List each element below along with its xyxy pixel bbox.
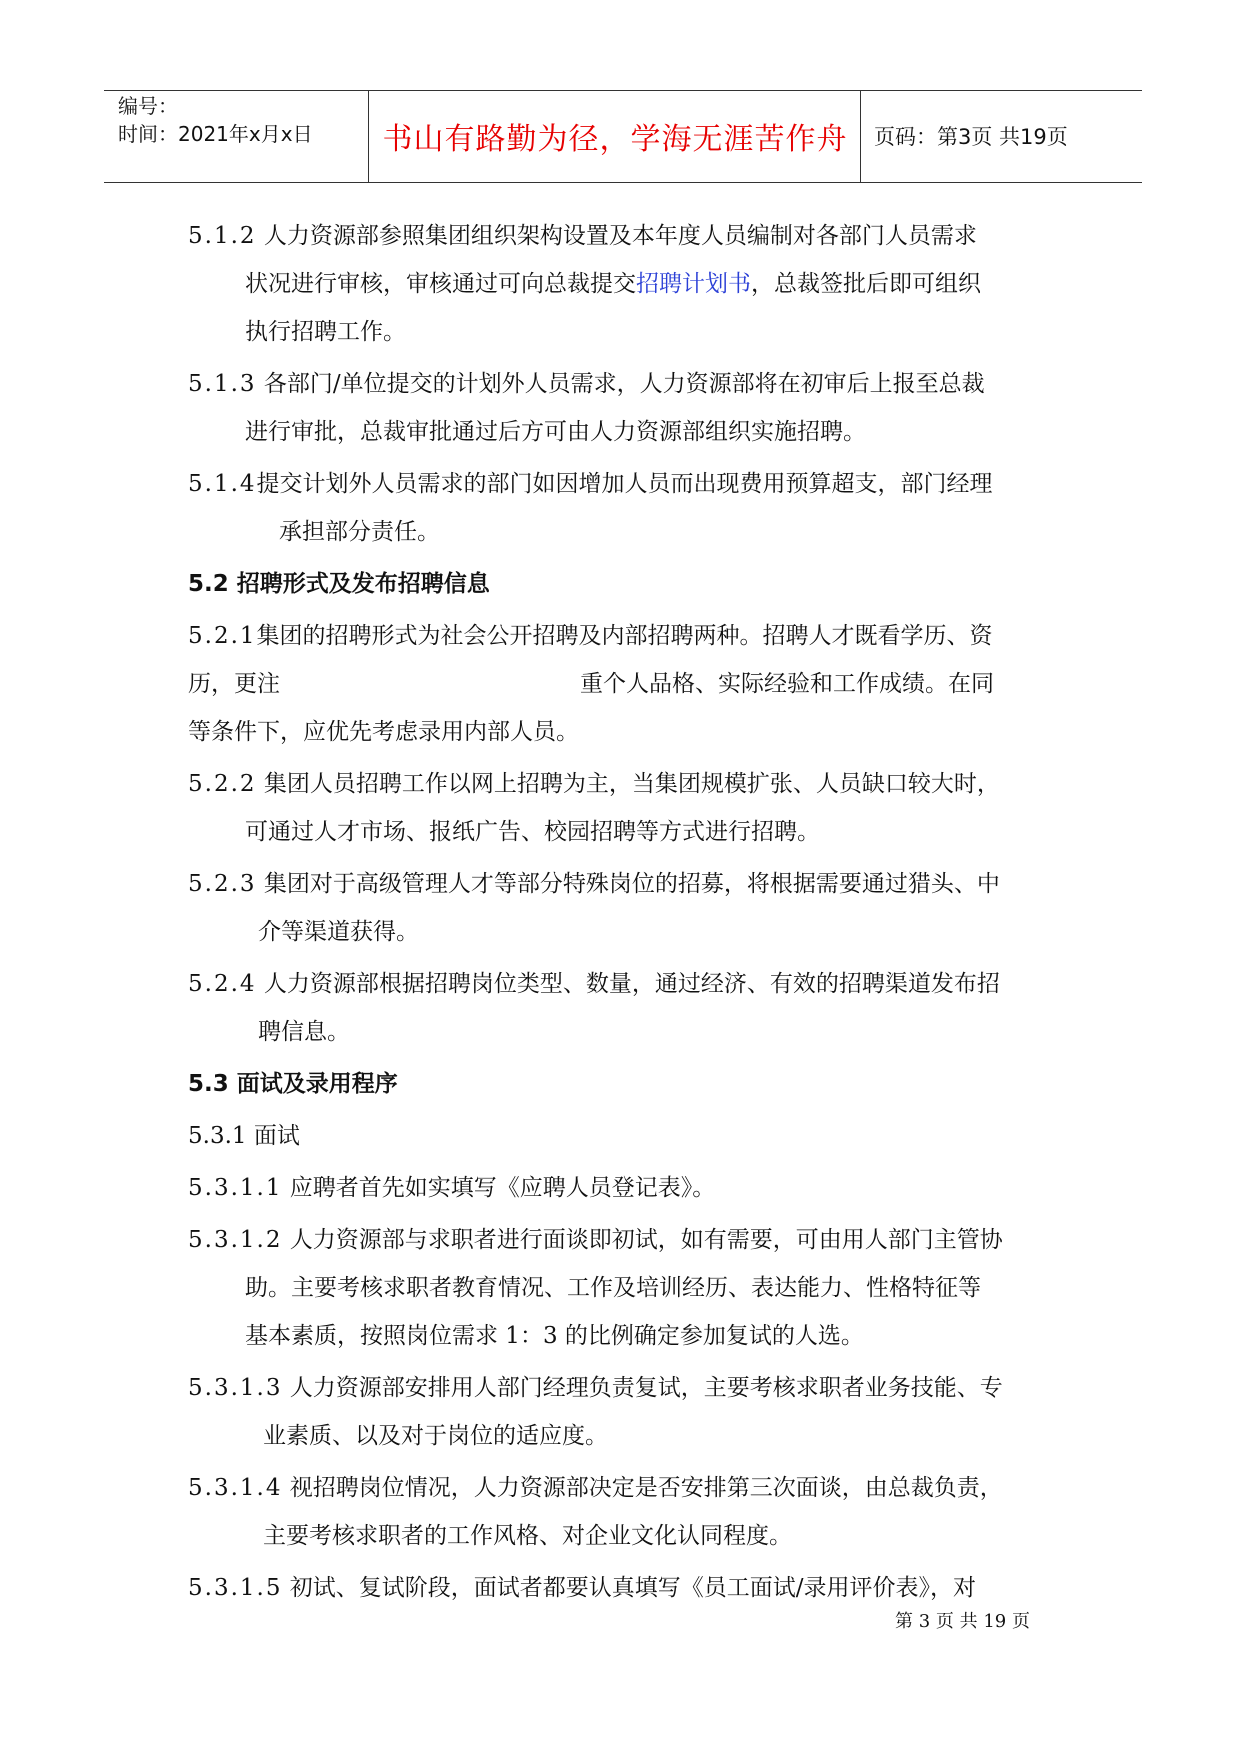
clause-number: 5.1.4 bbox=[188, 471, 257, 497]
paragraph-text: ，总裁签批后即可组织 bbox=[751, 271, 981, 297]
header-divider-right bbox=[860, 90, 861, 182]
number-label: 编号： bbox=[118, 94, 178, 118]
paragraph-text: 人力资源部安排用人部门经理负责复试，主要考核求职者业务技能、专 bbox=[289, 1375, 1003, 1401]
paragraph-text: 应聘者首先如实填写《应聘人员登记表》。 bbox=[289, 1175, 716, 1201]
paragraph-5-2-2 bbox=[188, 760, 1058, 856]
paragraph-text: 提交计划外人员需求的部门如因增加人员而出现费用预算超支，部门经理 bbox=[256, 471, 993, 497]
paragraph-text: 人力资源部根据招聘岗位类型、数量，通过经济、有效的招聘渠道发布招 bbox=[263, 971, 1000, 997]
document-header bbox=[104, 90, 1142, 182]
recruitment-plan-link[interactable]: 招聘计划书 bbox=[636, 271, 751, 297]
document-body bbox=[188, 212, 1058, 1616]
clause-number: 5.1.3 bbox=[188, 371, 257, 397]
paragraph-text: 等条件下，应优先考虑录用内部人员。 bbox=[188, 719, 579, 745]
paragraph-text: 主要考核求职者的工作风格、对企业文化认同程度。 bbox=[263, 1523, 792, 1549]
paragraph-5-2-4 bbox=[188, 960, 1058, 1056]
page-footer: 第 3 页 共 19 页 bbox=[895, 1611, 1030, 1632]
paragraph-text: 承担部分责任。 bbox=[279, 519, 440, 545]
clause-number: 5.1.2 bbox=[188, 223, 257, 249]
paragraph-5-3-1-5 bbox=[188, 1564, 1058, 1612]
paragraph-5-2-3 bbox=[188, 860, 1058, 956]
paragraph-5-1-2 bbox=[188, 212, 1058, 356]
paragraph-text: 聘信息。 bbox=[258, 1019, 350, 1045]
paragraph-5-3-1-1 bbox=[188, 1164, 1058, 1212]
clause-number: 5.2.2 bbox=[188, 771, 257, 797]
time-label: 时间：2021年x月x日 bbox=[118, 122, 313, 146]
paragraph-text: 可通过人才市场、报纸广告、校园招聘等方式进行招聘。 bbox=[245, 819, 820, 845]
clause-number: 5.3.1.2 bbox=[188, 1227, 283, 1253]
paragraph-text: 状况进行审核，审核通过可向总裁提交 bbox=[245, 271, 636, 297]
header-divider-left bbox=[368, 90, 369, 182]
paragraph-text: 集团对于高级管理人才等部分特殊岗位的招募，将根据需要通过猎头、中 bbox=[263, 871, 1000, 897]
paragraph-text: 历，更注 bbox=[188, 671, 280, 697]
header-motto: 书山有路勤为径，学海无涯苦作舟 bbox=[382, 122, 848, 157]
paragraph-text: 集团人员招聘工作以网上招聘为主，当集团规模扩张、人员缺口较大时， bbox=[263, 771, 1000, 797]
paragraph-text: 各部门/单位提交的计划外人员需求，人力资源部将在初审后上报至总裁 bbox=[263, 371, 985, 397]
clause-number: 5.3.1.1 bbox=[188, 1175, 283, 1201]
header-page-info: 页码：第3页 共19页 bbox=[874, 125, 1068, 149]
paragraph-text: 基本素质，按照岗位需求 1：3 的比例确定参加复试的人选。 bbox=[245, 1323, 864, 1349]
paragraph-text: 集团的招聘形式为社会公开招聘及内部招聘两种。招聘人才既看学历、资 bbox=[256, 623, 993, 649]
paragraph-text: 介等渠道获得。 bbox=[258, 919, 419, 945]
section-heading-5-3: 5.3 面试及录用程序 bbox=[188, 1071, 398, 1097]
clause-number: 5.2.3 bbox=[188, 871, 257, 897]
paragraph-5-1-4 bbox=[188, 460, 1058, 556]
clause-number: 5.2.1 bbox=[188, 623, 257, 649]
paragraph-text: 助。主要考核求职者教育情况、工作及培训经历、表达能力、性格特征等 bbox=[245, 1275, 981, 1301]
paragraph-text: 进行审批，总裁审批通过后方可由人力资源部组织实施招聘。 bbox=[245, 419, 866, 445]
paragraph-5-3-1-3 bbox=[188, 1364, 1058, 1460]
paragraph-text: 初试、复试阶段，面试者都要认真填写《员工面试/录用评价表》，对 bbox=[289, 1575, 977, 1601]
header-bottom-rule bbox=[104, 182, 1142, 183]
clause-number: 5.3.1.5 bbox=[188, 1575, 283, 1601]
clause-number: 5.3.1.3 bbox=[188, 1375, 283, 1401]
paragraph-text: 业素质、以及对于岗位的适应度。 bbox=[263, 1423, 608, 1449]
paragraph-5-3-1-4 bbox=[188, 1464, 1058, 1560]
paragraph-text: 人力资源部参照集团组织架构设置及本年度人员编制对各部门人员需求 bbox=[263, 223, 977, 249]
paragraph-5-1-3 bbox=[188, 360, 1058, 456]
header-meta bbox=[118, 92, 313, 148]
clause-number: 5.3.1.4 bbox=[188, 1475, 283, 1501]
clause-number: 5.2.4 bbox=[188, 971, 257, 997]
paragraph-text: 视招聘岗位情况，人力资源部决定是否安排第三次面谈，由总裁负责， bbox=[289, 1475, 1003, 1501]
paragraph-text: 执行招聘工作。 bbox=[245, 319, 406, 345]
paragraph-text: 人力资源部与求职者进行面谈即初试，如有需要，可由用人部门主管协 bbox=[289, 1227, 1003, 1253]
paragraph-5-3-1: 5.3.1 面试 bbox=[188, 1123, 300, 1149]
paragraph-5-2-1 bbox=[188, 612, 1058, 756]
paragraph-text: 重个人品格、实际经验和工作成绩。在同 bbox=[580, 671, 994, 697]
section-heading-5-2: 5.2 招聘形式及发布招聘信息 bbox=[188, 571, 490, 597]
paragraph-5-3-1-2 bbox=[188, 1216, 1058, 1360]
